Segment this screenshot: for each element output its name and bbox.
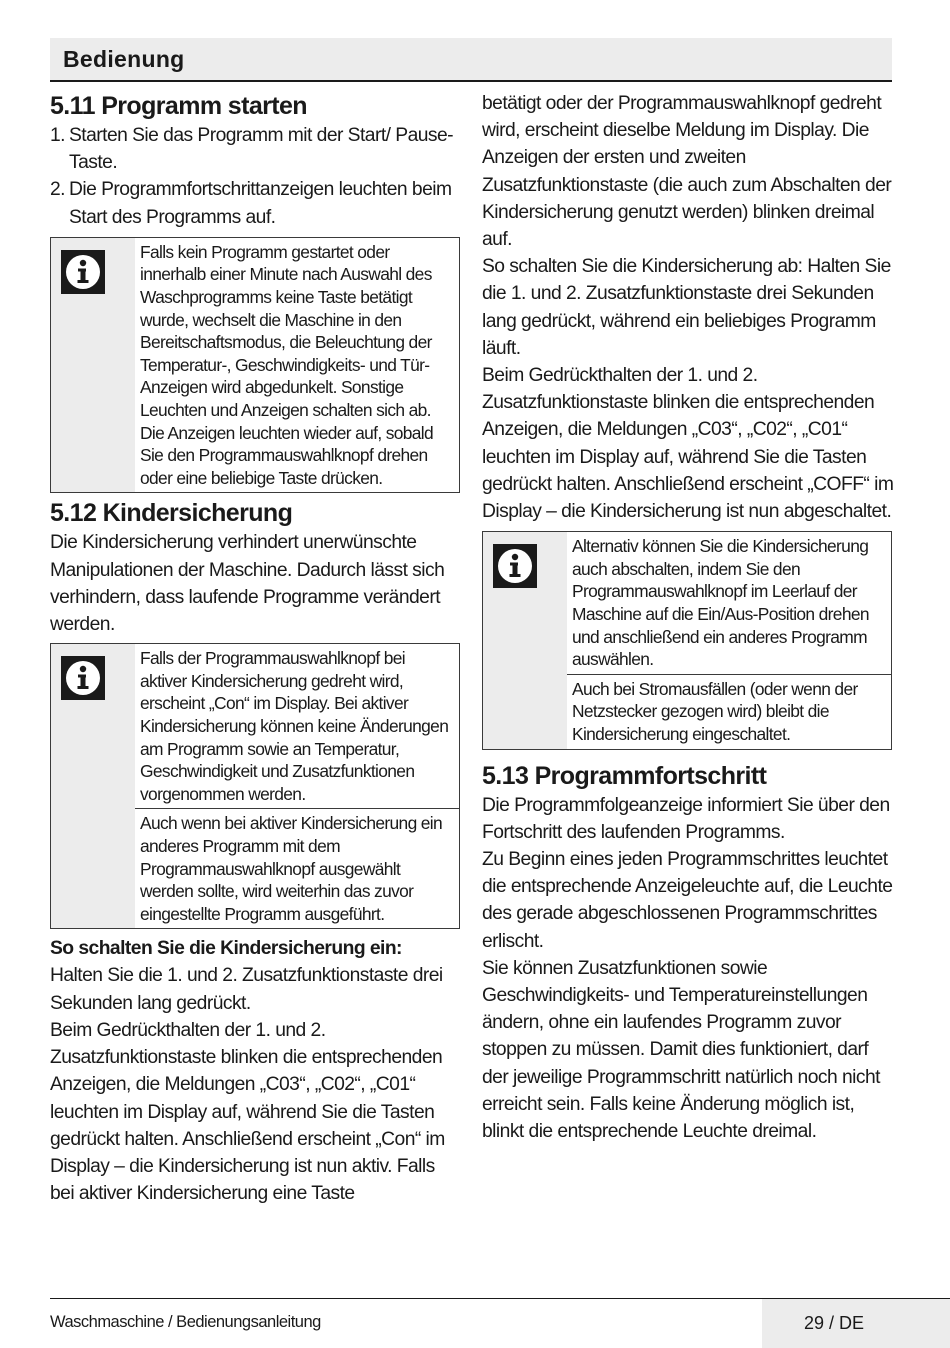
info-icon — [61, 250, 105, 294]
list-item — [50, 176, 462, 230]
left-column — [50, 90, 462, 1207]
paragraph: Sie können Zusatzfunktionen sowie Geschwindigkeits- und Temperatureinstellungen ändern, ohne ein laufendes Programm zuvor stoppen zu müssen. Damit dies funktioniert, darf der jeweilige Programmschritt natürlich noch nicht erreicht sein. Falls keine Änderung möglich ist, blinkt die entsprechende Leuchte dreimal. — [482, 957, 880, 1143]
paragraph: Zu Beginn eines jeden Programmschrittes leuchtet die entsprechende Anzeigeleuchte auf, die Leuchte des gerade abgeschlossenen Programmschrittes erlischt. — [482, 849, 893, 952]
step-number: 2. — [50, 179, 65, 201]
paragraph: So schalten Sie die Kindersicherung ab: Halten Sie die 1. und 2. Zusatzfunktionstaste drei Sekunden lang gedrückt, während ein beliebiges Programm läuft. — [482, 256, 891, 359]
list-item — [50, 122, 462, 176]
paragraph: Beim Gedrückthalten der 1. und 2. Zusatzfunktionstaste blinken die entsprechenden Anzeigen, die Meldungen „C03“, „C02“, „C01“ leuchten im Display auf, während Sie die Tasten gedrückt halten. Anschließend erscheint „Con“ im Display – die Kindersicherung ist nun aktiv. Falls bei aktiver Kindersicherung eine Taste — [50, 1019, 445, 1205]
heading-5-12: 5.12 Kindersicherung — [50, 499, 293, 528]
paragraph: Die Programmfolgeanzeige informiert Sie über den Fortschritt des laufenden Programms. — [482, 794, 890, 843]
footer-page-box — [762, 1299, 950, 1348]
footer-doc-title: Waschmaschine / Bedienungsanleitung — [50, 1313, 321, 1331]
note-texts — [135, 238, 459, 493]
heading-5-11: 5.11 Programm starten — [50, 92, 307, 120]
note-icon-cell — [483, 532, 567, 748]
note-icon-cell — [51, 238, 135, 493]
note-text: Falls kein Programm gestartet oder innerhalb einer Minute nach Auswahl des Waschprogramms keine Taste betätigt wurde, wechselt die Maschine in den Bereitschaftsmodus, die Beleuchtung der Temperatur-, Geschwindigkeits- und Tür-Anzeigen wird abgedunkelt. Sonstige Leuchten und Anzeigen schalten sich ab. Die Anzeigen leuchten wieder auf, sobald Sie den Programmauswahlknopf drehen oder eine beliebige Taste drücken. — [140, 241, 434, 488]
note-text: Falls der Programmauswahlknopf bei aktiver Kindersicherung gedreht wird, erscheint „Con“ im Display. Bei aktiver Kindersicherung können keine Änderungen am Programm sowie an Temperatur, Geschwindigkeit und Zusatzfunktionen vorgenommen werden. — [140, 648, 449, 804]
paragraph: betätigt oder der Programmauswahlknopf gedreht wird, erscheint dieselbe Meldung im Display. Die Anzeigen der ersten und zweiten Zusatzfunktionstaste (die auch zum Abschalten der Kindersicherung genutzt werden) blinken dreimal auf. — [482, 93, 892, 251]
paragraph: Beim Gedrückthalten der 1. und 2. Zusatzfunktionstaste blinken die entsprechenden Anzeigen, die Meldungen „C03“, „C02“, „C01“ leuchten im Display auf, während Sie die Tasten gedrückt halten. Anschließend erscheint „COFF“ im Display – die Kindersicherung ist nun abgeschaltet. — [482, 365, 894, 523]
info-note-disable — [482, 531, 892, 749]
enable-heading: So schalten Sie die Kindersicherung ein: — [50, 938, 402, 960]
note-texts — [567, 532, 891, 748]
note-icon-cell — [51, 644, 135, 928]
info-icon — [61, 656, 105, 700]
step-text: Starten Sie das Programm mit der Start/ Pause-Taste. — [69, 125, 454, 174]
note-text: Auch wenn bei aktiver Kindersicherung ein anderes Programm mit dem Programmauswahlknopf ausgewählt werden sollte, wird weiterhin das zuvor eingestellte Programm ausgeführt. — [135, 808, 459, 928]
section-header-bar — [50, 38, 892, 82]
note-text: Alternativ können Sie die Kindersicherung auch abschalten, indem Sie den Programmauswahlknopf im Leerlauf der Maschine auf die Ein/Aus-Position drehen und anschließend ein anderes Programm auswählen. — [572, 536, 869, 670]
info-note-child-lock — [50, 643, 460, 929]
info-note-standby — [50, 237, 460, 494]
step-text: Die Programmfortschrittanzeigen leuchten beim Start des Programms auf. — [69, 179, 452, 228]
step-number: 1. — [50, 125, 65, 146]
right-column — [482, 90, 894, 1145]
note-text: Auch bei Stromausfällen (oder wenn der Netzstecker gezogen wird) bleibt die Kindersicherung eingeschaltet. — [567, 674, 891, 749]
paragraph: Die Kindersicherung verhindert unerwünschte Manipulationen der Maschine. Dadurch lässt sich verhindern, dass laufende Programme verändert werden. — [50, 532, 445, 635]
header-title: Bedienung — [63, 46, 185, 72]
info-icon — [493, 544, 537, 588]
page-number: 29 / DE — [804, 1313, 865, 1333]
heading-5-13: 5.13 Programmfortschritt — [482, 761, 767, 790]
start-steps-list — [50, 122, 462, 231]
paragraph: Halten Sie die 1. und 2. Zusatzfunktionstaste drei Sekunden lang gedrückt. — [50, 965, 443, 1014]
note-texts — [135, 644, 459, 928]
